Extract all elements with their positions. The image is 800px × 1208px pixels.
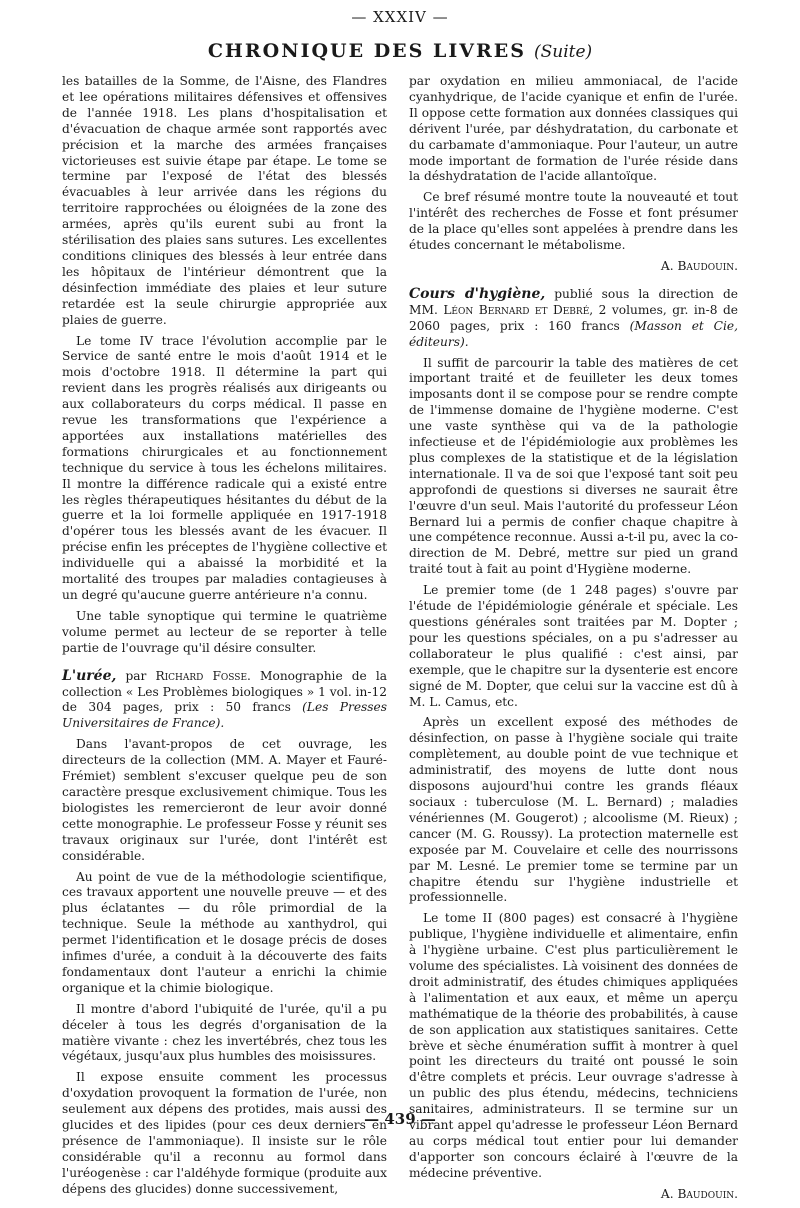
paragraph: Il montre d'abord l'ubiquité de l'urée, qu'il a pu déceler à tous les degrés d'organisation de la matière vivante : chez les invertébrés, chez tous les végétaux, jusqu'aux plus humbles des moisissures. [62, 1001, 387, 1064]
review-author: Richard Fosse. [155, 668, 251, 683]
title-suffix: (Suite) [533, 42, 593, 62]
review-publisher: (Masson et Cie, éditeurs). [409, 318, 738, 349]
page-title [0, 40, 800, 63]
paragraph: par oxydation en milieu ammoniacal, de l'acide cyanhydrique, de l'acide cyanique et enfin de l'urée. Il oppose cette formation aux données classiques qui dérivent l'urée, par déshydratation, du carbonate et du carbamate d'ammoniaque. Pour l'auteur, un autre mode important de formation de l'urée réside dans la déshydratation de l'acide allantoïque. [409, 74, 738, 184]
right-column [409, 74, 738, 1208]
review-title: Cours d'hygiène, [409, 285, 546, 302]
paragraph: les batailles de la Somme, de l'Aisne, des Flandres et lee opérations militaires défensives et offensives de l'année 1918. Les plans d'hospitalisation et d'évacuation de chaque armée sont rapportés avec précision et la marche des armées françaises victorieuses est suivie étape par étape. Le tome se termine par l'exposé de l'état des blessés évacuables à leur arrivée dans les régions du territoire rapprochées ou éloignées de la zone des armées, après qu'ils eurent subi au front la stérilisation des plaies sans sutures. Les excellentes conditions cliniques des blessés à leur entrée dans les hôpitaux de l'intérieur démontrent que la désinfection immédiate des plaies et leur suture retardée est la seule chirurgie appropriée aux plaies de guerre. [62, 74, 387, 327]
paragraph: Au point de vue de la méthodologie scientifique, ces travaux apportent une nouvelle preuve — et des plus éclatantes — du rôle primordial de la technique. Seule la méthode au xanthydrol, qui permet l'identification et le dosage précis de doses infimes d'urée, a conduit à la découverte des faits fondamentaux dont l'auteur a enrichi la chimie organique et la chimie biologique. [62, 869, 387, 995]
review-meta: 2 volumes, gr. in-8 de 2060 pages, prix : 160 francs [409, 302, 739, 333]
page-number: — 439 — [364, 1110, 436, 1128]
review-heading-uree [62, 669, 387, 733]
review-heading-hygiene [409, 287, 738, 351]
signature: A. Baudouin. [660, 1186, 738, 1201]
paragraph: Ce bref résumé montre toute la nouveauté et tout l'intérêt des recherches de Fosse et font présumer de la place qu'elles sont appelées à prendre dans les études concernant le métabolisme. [409, 190, 738, 253]
paragraph: Après un excellent exposé des méthodes de désinfection, on passe à l'hygiène sociale qui traite complètement, au double point de vue technique et administratif, des moyens de lutte dont nous disposons aujourd'hui contre les grands fléaux sociaux : tuberculose (M. L. Bernard) ; maladies vénériennes (M. Gougerot) ; alcoolisme (M. Rieux) ; cancer (M. G. Roussy). La protection maternelle est exposée par M. Couvelaire et celle des nourrissons par M. Lesné. Le premier tome se termine par un chapitre étendu sur l'hygiène industrielle et professionnelle. [409, 715, 738, 905]
paragraph: Une table synoptique qui termine le quatrième volume permet au lecteur de se reporter à telle partie de l'ouvrage qu'il désire consulter. [62, 608, 387, 655]
paragraph: Le premier tome (de 1 248 pages) s'ouvre par l'étude de l'épidémiologie générale et spéciale. Les questions générales sont traitées par M. Dopter ; pour les questions spéciales, on a pu s'adresser au collaborateur le plus qualifié : c'est ainsi, par exemple, que le chapitre sur la dysenterie est encore signé de M. Dopter, que celui sur la vaccine est dû à M. L. Camus, etc. [409, 583, 738, 709]
review-publisher: (Les Presses Universitaires de France). [62, 700, 388, 731]
review-meta: Monographie de la collection « Les Problèmes biologiques » 1 vol. in-12 de 304 pages, prix : 50 francs [62, 668, 387, 715]
review-title: L'urée, [62, 667, 117, 684]
paragraph: Dans l'avant-propos de cet ouvrage, les directeurs de la collection (MM. A. Mayer et Fauré-Frémiet) semblent s'excuser quelque peu de son caractère presque exclusivement chimique. Tous les biologistes les remercieront de leur avoir donné cette monographie. Le professeur Fosse y réunit ses travaux originaux sur l'urée, dont l'intérêt est considérable. [62, 737, 387, 863]
paragraph: Il expose ensuite comment les processus d'oxydation provoquent la formation de l'urée, non seulement aux dépens des protides, mais aussi des glucides et des lipides (pour ces deux derniers en présence de l'ammoniaque). Il insiste sur le rôle considérable qu'il a reconnu au formol dans l'uréogenèse : car l'aldéhyde formique (produite aux dépens des glucides) donne successivement, [62, 1070, 387, 1196]
roman-page-number: — XXXIV — [351, 8, 449, 26]
paragraph: Il suffit de parcourir la table des matières de cet important traité et de feuilleter les deux tomes imposants dont il se compose pour se rendre compte de l'immense domaine de l'hygiène moderne. C'est une vaste synthèse qui va de la pathologie infectieuse et de l'épidémiologie aux problèmes les plus complexes de la statistique et de la législation internationale. Il va de soi que l'exposé tant soit peu approfondi de questions si diverses ne saurait être l'œuvre d'un seul. Mais l'autorité du professeur Léon Bernard lui a permis de confier chaque chapitre à une compétence reconnue. Aussi a-t-il pu, avec la co-direction de M. Debré, mettre sur pied un grand traité tout à fait au point d'Hygiène moderne. [409, 355, 738, 577]
signature: A. Baudouin. [660, 258, 738, 273]
paragraph: Le tome II (800 pages) est consacré à l'hygiène publique, l'hygiène individuelle et alimentaire, enfin à l'hygiène urbaine. C'est plus particulièrement le volume des spécialistes. Là voisinent des données de droit administratif, des études chimiques appliquées à l'alimentation et aux eaux, et même un aperçu mathématique de la théorie des probabilités, à cause de son application aux statistiques sanitaires. Cette brève et sèche énumération suffit à montrer à quel point les directeurs du traité ont poussé le soin d'être complets et précis. Leur ouvrage s'adresse à un public des plus étendu, médecins, techniciens sanitaires, administrateurs. Il se termine sur un vibrant appel qu'adresse le professeur Léon Bernard au corps médical tout entier pour lui demander d'apporter son concours éclairé à l'œuvre de la médecine préventive. [409, 911, 738, 1180]
left-column [62, 74, 387, 1203]
title-text: CHRONIQUE DES LIVRES [207, 40, 526, 62]
paragraph: Le tome IV trace l'évolution accomplie par le Service de santé entre le mois d'août 1914 et le mois d'octobre 1918. Il détermine la part qui revient dans les progrès réalisés aux dirigeants ou aux collaborateurs du corps médical. Il passe en revue les transformations que l'expérience a apportées aux installations matérielles des formations chirurgicales et au fonctionnement technique du service à tous les échelons militaires. Il montre la différence radicale qui a existé entre les règles thérapeutiques hésitantes du début de la guerre et la loi formelle appliquée en 1917-1918 d'opérer tous les blessés avant de les évacuer. Il précise enfin les préceptes de l'hygiène collective et individuelle qui a abaissé la morbidité et la mortalité des troupes par maladies contagieuses à un degré qu'aucune guerre antérieure n'a connu. [62, 333, 387, 602]
review-authors: Léon Bernard et Debré, [443, 302, 594, 317]
review-by: par [125, 668, 147, 683]
review-meta: publié sous la direction de MM. [409, 286, 739, 317]
